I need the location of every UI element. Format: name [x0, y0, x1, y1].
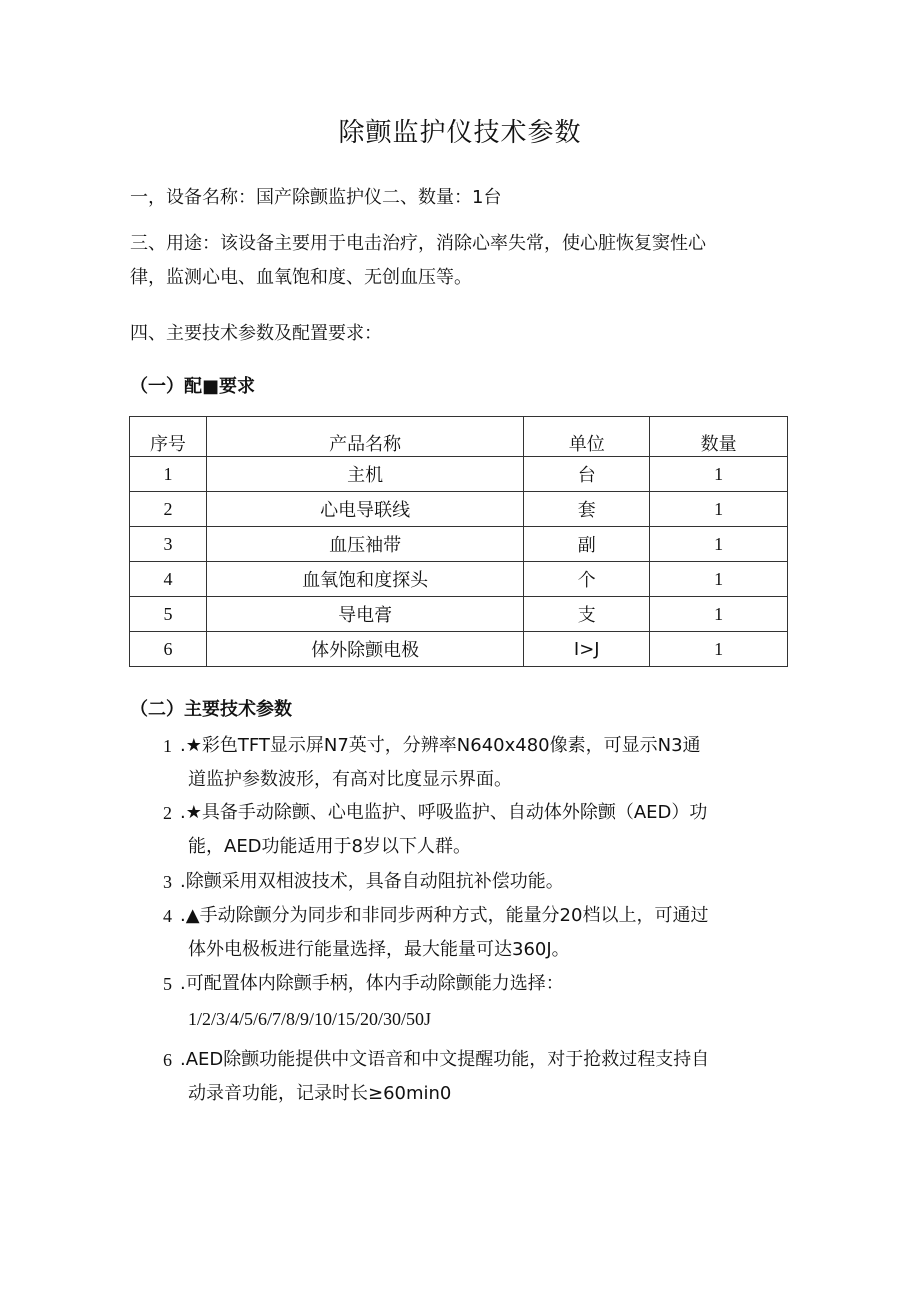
param-number: 2 [163, 803, 172, 823]
header-product: 产品名称 [206, 417, 523, 457]
cell-serial: 5 [130, 597, 207, 632]
cell-product: 血压袖带 [206, 527, 523, 562]
param-line: 道监护参数波形，有高对比度显示界面。 [188, 769, 512, 790]
table-row [130, 562, 788, 597]
header-serial: 序号 [130, 417, 207, 457]
config-table [129, 416, 788, 667]
cell-unit: 副 [524, 527, 650, 562]
cell-unit: 支 [524, 597, 650, 632]
param-line: .可配置体内除颤手柄，体内手动除颤能力选择： [180, 973, 564, 994]
cell-serial: 2 [130, 492, 207, 527]
param-line: .★彩色TFT显示屏N7英寸，分辨率N640x480像素，可显示N3通 [180, 735, 701, 756]
cell-quantity: 1 [650, 457, 788, 492]
equipment-name-line: 一，设备名称：国产除颤监护仪二、数量：1台 [130, 187, 502, 208]
section-four-heading: 四、主要技术参数及配置要求： [130, 323, 382, 344]
cell-serial: 3 [130, 527, 207, 562]
param-line: .★具备手动除颤、心电监护、呼吸监护、自动体外除颤（AED）功 [180, 802, 708, 823]
param-line: 能，AED功能适用于8岁以下人群。 [188, 836, 471, 857]
cell-unit: 套 [524, 492, 650, 527]
table-row [130, 457, 788, 492]
param-number: 6 [163, 1050, 172, 1070]
param-line: .AED除颤功能提供中文语音和中文提醒功能，对于抢救过程支持自 [180, 1049, 710, 1070]
cell-quantity: 1 [650, 632, 788, 667]
cell-product: 心电导联线 [206, 492, 523, 527]
param-line: .除颤采用双相波技术，具备自动阻抗补偿功能。 [180, 871, 564, 892]
purpose-line-2: 律，监测心电、血氧饱和度、无创血压等。 [130, 267, 472, 288]
params-heading: （二）主要技术参数 [130, 699, 292, 720]
cell-serial: 4 [130, 562, 207, 597]
table-header-row [130, 417, 788, 457]
cell-quantity: 1 [650, 492, 788, 527]
cell-quantity: 1 [650, 527, 788, 562]
cell-unit: I>J [524, 632, 650, 667]
purpose-line-1: 三、用途：该设备主要用于电击治疗，消除心率失常，使心脏恢复窦性心 [130, 233, 706, 254]
param-line: 体外电极板进行能量选择，最大能量可达360J。 [188, 939, 570, 960]
config-heading: （一）配■要求 [130, 376, 256, 397]
param-line: 1/2/3/4/5/6/7/8/9/10/15/20/30/50J [188, 1009, 432, 1029]
param-line: 动录音功能，记录时长≥60min0 [188, 1083, 452, 1104]
cell-quantity: 1 [650, 562, 788, 597]
table-row [130, 632, 788, 667]
cell-product: 主机 [206, 457, 523, 492]
cell-product: 血氧饱和度探头 [206, 562, 523, 597]
cell-serial: 1 [130, 457, 207, 492]
cell-unit: 个 [524, 562, 650, 597]
header-unit: 单位 [524, 417, 650, 457]
param-number: 5 [163, 974, 172, 994]
table-row [130, 597, 788, 632]
document-title: 除颤监护仪技术参数 [338, 118, 582, 148]
cell-unit: 台 [524, 457, 650, 492]
header-quantity: 数量 [650, 417, 788, 457]
param-number: 1 [163, 736, 172, 756]
cell-product: 体外除颤电极 [206, 632, 523, 667]
param-number: 3 [163, 872, 172, 892]
param-number: 4 [163, 906, 172, 926]
cell-quantity: 1 [650, 597, 788, 632]
cell-product: 导电膏 [206, 597, 523, 632]
table-row [130, 492, 788, 527]
param-line: .▲手动除颤分为同步和非同步两种方式，能量分20档以上，可通过 [180, 905, 709, 926]
cell-serial: 6 [130, 632, 207, 667]
table-row [130, 527, 788, 562]
